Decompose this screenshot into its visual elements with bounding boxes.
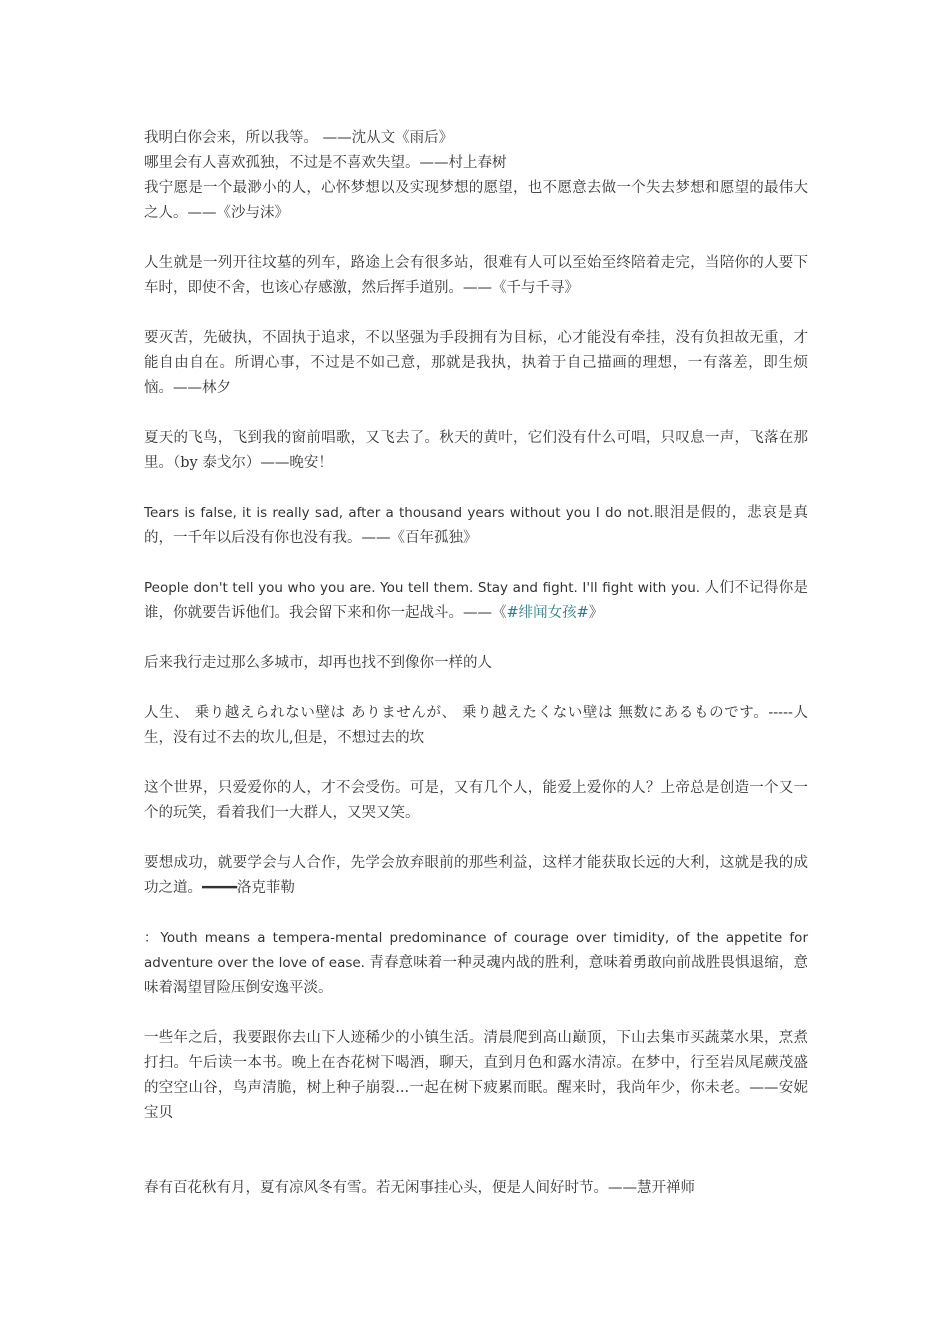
quote-gossip-girl-chinese: 人们不记得你是谁，你就要告诉他们。我会留下来和你一起战斗。——《 [144,580,808,621]
quote-solitude-english: Tears is false, it is really sad, after a thousand years without you I do not. [144,505,654,521]
quote-tagore: 夏天的飞鸟，飞到我的窗前唱歌，又飞去了。秋天的黄叶，它们没有什么可唱，只叹息一声，飞落在那里。（by 泰戈尔）——晚安！ [144,430,808,471]
quote-annie-baby: 一些年之后，我要跟你去山下人迹稀少的小镇生活。清晨爬到高山巅顶，下山去集市买蔬菜水果，烹煮打扫。午后读一本书。晚上在杏花树下喝酒，聊天，直到月色和露水清凉。在梦中，行至岩凤尾蕨茂盛的空空山谷，鸟声清脆，树上种子崩裂...一起在树下疲累而眠。醒来时，我尚年少，你未老。——安妮宝贝 [144,1030,808,1121]
quote-youth-english: ：Youth means a tempera-mental predominance of courage over timidity, of the appetite for adventure over the love of ease. [144,930,808,971]
quote-shen-congwen: 我明白你会来，所以我等。 ——沈从文《雨后》 [144,130,454,146]
quote-gossip-girl-end: 》 [588,605,604,621]
quote-solitude-chinese: 眼泪是假的，悲哀是真的，一千年以后没有你也没有我。——《百年孤独》 [144,505,808,546]
quote-japanese: 人生、 乗り越えられない壁は ありませんが、 乗り越えたくない壁は 無数にあるものです。-----人生，没有过不去的坎儿,但是，不想过去的坎 [144,705,808,746]
quote-rockefeller: 要想成功，就要学会与人合作，先学会放弃眼前的那些利益，这样才能获取长远的大利，这就是我的成功之道。━━━━洛克菲勒 [144,855,808,896]
quote-solitude [144,501,808,551]
quote-youth [144,926,808,1001]
quote-lin-xi: 要灭苦，先破执，不固执于追求，不以坚强为手段拥有为目标，心才能没有牵挂，没有负担故无重，才能自由自在。所谓心事，不过是不如己意，那就是我执，执着于自己描画的理想，一有落差，即生烦恼。——林夕 [144,330,808,396]
quote-gossip-girl [144,576,808,626]
quote-youth-chinese: 青春意味着一种灵魂内战的胜利，意味着勇敢向前战胜畏惧退缩，意味着渴望冒险压倒安逸平淡。 [144,955,808,996]
quote-cities: 后来我行走过那么多城市，却再也找不到像你一样的人 [144,655,492,671]
hashtag-link[interactable]: #绯闻女孩# [506,605,589,621]
document-body [144,126,808,1201]
quote-huikai: 春有百花秋有月，夏有凉风冬有雪。若无闲事挂心头，便是人间好时节。——慧开禅师 [144,1180,695,1196]
quote-murakami: 哪里会有人喜欢孤独，不过是不喜欢失望。——村上春树 [144,155,507,171]
quote-spirited-away: 人生就是一列开往坟墓的列车，路途上会有很多站，很难有人可以至始至终陪着走完，当陪你的人要下车时，即使不舍，也该心存感激，然后挥手道别。——《千与千寻》 [144,255,808,296]
quote-sand-and-foam: 我宁愿是一个最渺小的人，心怀梦想以及实现梦想的愿望，也不愿意去做一个失去梦想和愿望的最伟大之人。——《沙与沫》 [144,180,808,221]
quote-love: 这个世界，只爱爱你的人，才不会受伤。可是，又有几个人，能爱上爱你的人？上帝总是创造一个又一个的玩笑，看着我们一大群人，又哭又笑。 [144,780,808,821]
quote-gossip-girl-english: People don't tell you who you are. You tell them. Stay and fight. I'll fight with you. [144,580,705,596]
